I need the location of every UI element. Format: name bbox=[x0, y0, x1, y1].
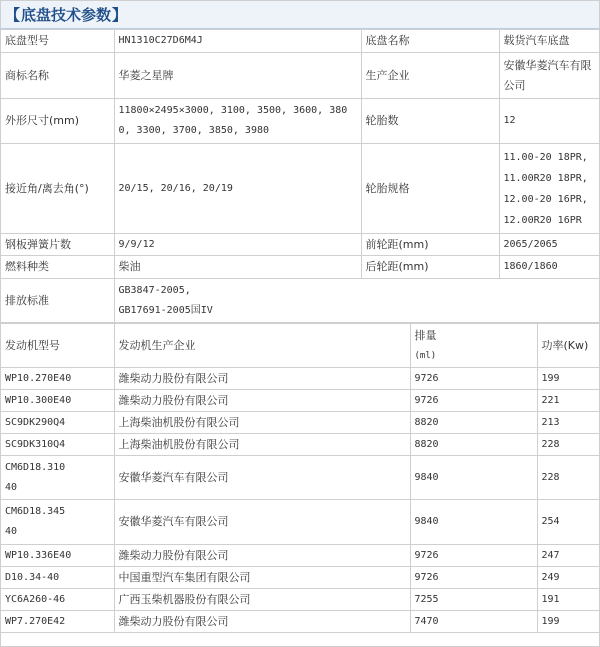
spec-row bbox=[1, 279, 599, 323]
engine-maker: 潍柴动力股份有限公司 bbox=[114, 368, 410, 390]
dimensions-label bbox=[1, 99, 114, 144]
engine-maker: 中国重型汽车集团有限公司 bbox=[114, 567, 410, 589]
tire-spec-value: 11.00-20 18PR, 11.00R20 18PR, 12.00-20 16PR, 12.00R20 16PR bbox=[499, 144, 599, 234]
chassis-spec-table bbox=[1, 29, 599, 323]
engine-power: 228 bbox=[537, 434, 599, 456]
section-title: 底盘技术参数 bbox=[21, 6, 112, 24]
engine-model: WP10.336E40 bbox=[1, 545, 114, 567]
engine-maker: 潍柴动力股份有限公司 bbox=[114, 611, 410, 633]
engine-power: 221 bbox=[537, 390, 599, 412]
emission-line-1: GB3847-2005, bbox=[118, 284, 191, 296]
engine-maker: 潍柴动力股份有限公司 bbox=[114, 545, 410, 567]
engine-power: 247 bbox=[537, 545, 599, 567]
engine-maker: 潍柴动力股份有限公司 bbox=[114, 390, 410, 412]
emission-value bbox=[114, 279, 599, 323]
brand-label: 商标名称 bbox=[1, 53, 114, 99]
engine-maker: 上海柴油机股份有限公司 bbox=[114, 434, 410, 456]
engine-maker-header: 发动机生产企业 bbox=[114, 324, 410, 368]
engine-displacement: 9726 bbox=[410, 368, 537, 390]
section-header bbox=[1, 1, 599, 29]
manufacturer-label: 生产企业 bbox=[361, 53, 499, 99]
engine-displacement: 7470 bbox=[410, 611, 537, 633]
engine-displacement: 8820 bbox=[410, 434, 537, 456]
brand-value: 华菱之星牌 bbox=[114, 53, 361, 99]
engine-model: YC6A260-46 bbox=[1, 589, 114, 611]
spec-row bbox=[1, 256, 599, 279]
engine-displacement: 9840 bbox=[410, 456, 537, 500]
bracket-open: 【 bbox=[5, 6, 21, 24]
chassis-name-value: 载货汽车底盘 bbox=[499, 30, 599, 53]
manufacturer-value: 安徽华菱汽车有限公司 bbox=[499, 53, 599, 99]
engine-displacement: 9840 bbox=[410, 500, 537, 545]
rear-track-value: 1860/1860 bbox=[499, 256, 599, 279]
dimensions-label-text: 外形尺寸(mm) bbox=[5, 114, 80, 127]
spec-row bbox=[1, 234, 599, 256]
engine-row bbox=[1, 611, 599, 633]
engine-maker: 广西玉柴机器股份有限公司 bbox=[114, 589, 410, 611]
front-track-value: 2065/2065 bbox=[499, 234, 599, 256]
spec-row bbox=[1, 144, 599, 234]
engine-model: CM6D18.310 40 bbox=[1, 456, 114, 500]
displacement-header bbox=[410, 324, 537, 368]
engine-model: SC9DK290Q4 bbox=[1, 412, 114, 434]
bracket-close: 】 bbox=[112, 6, 128, 24]
engine-table bbox=[1, 323, 599, 633]
engine-model: WP10.270E40 bbox=[1, 368, 114, 390]
engine-model: SC9DK310Q4 bbox=[1, 434, 114, 456]
engine-row bbox=[1, 500, 599, 545]
engine-row bbox=[1, 456, 599, 500]
displacement-header-unit: (ml) bbox=[414, 350, 437, 361]
engine-model: D10.34-40 bbox=[1, 567, 114, 589]
power-header: 功率(Kw) bbox=[537, 324, 599, 368]
engine-power: 249 bbox=[537, 567, 599, 589]
engine-power: 228 bbox=[537, 456, 599, 500]
leaf-spring-label: 钢板弹簧片数 bbox=[1, 234, 114, 256]
engine-maker: 安徽华菱汽车有限公司 bbox=[114, 456, 410, 500]
chassis-name-label: 底盘名称 bbox=[361, 30, 499, 53]
engine-displacement: 9726 bbox=[410, 390, 537, 412]
engine-displacement: 8820 bbox=[410, 412, 537, 434]
engine-row bbox=[1, 589, 599, 611]
displacement-header-label: 排量 bbox=[414, 328, 437, 342]
engine-model: WP10.300E40 bbox=[1, 390, 114, 412]
engine-power: 213 bbox=[537, 412, 599, 434]
engine-row bbox=[1, 390, 599, 412]
engine-row bbox=[1, 545, 599, 567]
emission-label: 排放标准 bbox=[1, 279, 114, 323]
tire-spec-label: 轮胎规格 bbox=[361, 144, 499, 234]
engine-displacement: 9726 bbox=[410, 545, 537, 567]
engine-model-header: 发动机型号 bbox=[1, 324, 114, 368]
front-track-label: 前轮距(mm) bbox=[361, 234, 499, 256]
fuel-label: 燃料种类 bbox=[1, 256, 114, 279]
leaf-spring-value: 9/9/12 bbox=[114, 234, 361, 256]
fuel-value: 柴油 bbox=[114, 256, 361, 279]
spec-row bbox=[1, 99, 599, 144]
tire-count-value: 12 bbox=[499, 99, 599, 144]
rear-track-label: 后轮距(mm) bbox=[361, 256, 499, 279]
spec-row bbox=[1, 30, 599, 53]
engine-power: 199 bbox=[537, 611, 599, 633]
engine-row bbox=[1, 567, 599, 589]
dimensions-value: 11800×2495×3000, 3100, 3500, 3600, 3800, 3300, 3700, 3850, 3980 bbox=[114, 99, 361, 144]
engine-displacement: 7255 bbox=[410, 589, 537, 611]
engine-maker: 上海柴油机股份有限公司 bbox=[114, 412, 410, 434]
engine-power: 191 bbox=[537, 589, 599, 611]
spec-row bbox=[1, 53, 599, 99]
engine-model: WP7.270E42 bbox=[1, 611, 114, 633]
engine-power: 199 bbox=[537, 368, 599, 390]
engine-row bbox=[1, 434, 599, 456]
engine-row bbox=[1, 368, 599, 390]
engine-model: CM6D18.345 40 bbox=[1, 500, 114, 545]
chassis-model-label: 底盘型号 bbox=[1, 30, 114, 53]
engine-row bbox=[1, 412, 599, 434]
angle-label: 接近角/离去角(°) bbox=[1, 144, 114, 234]
emission-line-2: GB17691-2005国IV bbox=[118, 304, 213, 316]
engine-maker: 安徽华菱汽车有限公司 bbox=[114, 500, 410, 545]
angle-value: 20/15, 20/16, 20/19 bbox=[114, 144, 361, 234]
engine-header-row bbox=[1, 324, 599, 368]
engine-displacement: 9726 bbox=[410, 567, 537, 589]
tire-count-label: 轮胎数 bbox=[361, 99, 499, 144]
engine-power: 254 bbox=[537, 500, 599, 545]
chassis-model-value: HN1310C27D6M4J bbox=[114, 30, 361, 53]
